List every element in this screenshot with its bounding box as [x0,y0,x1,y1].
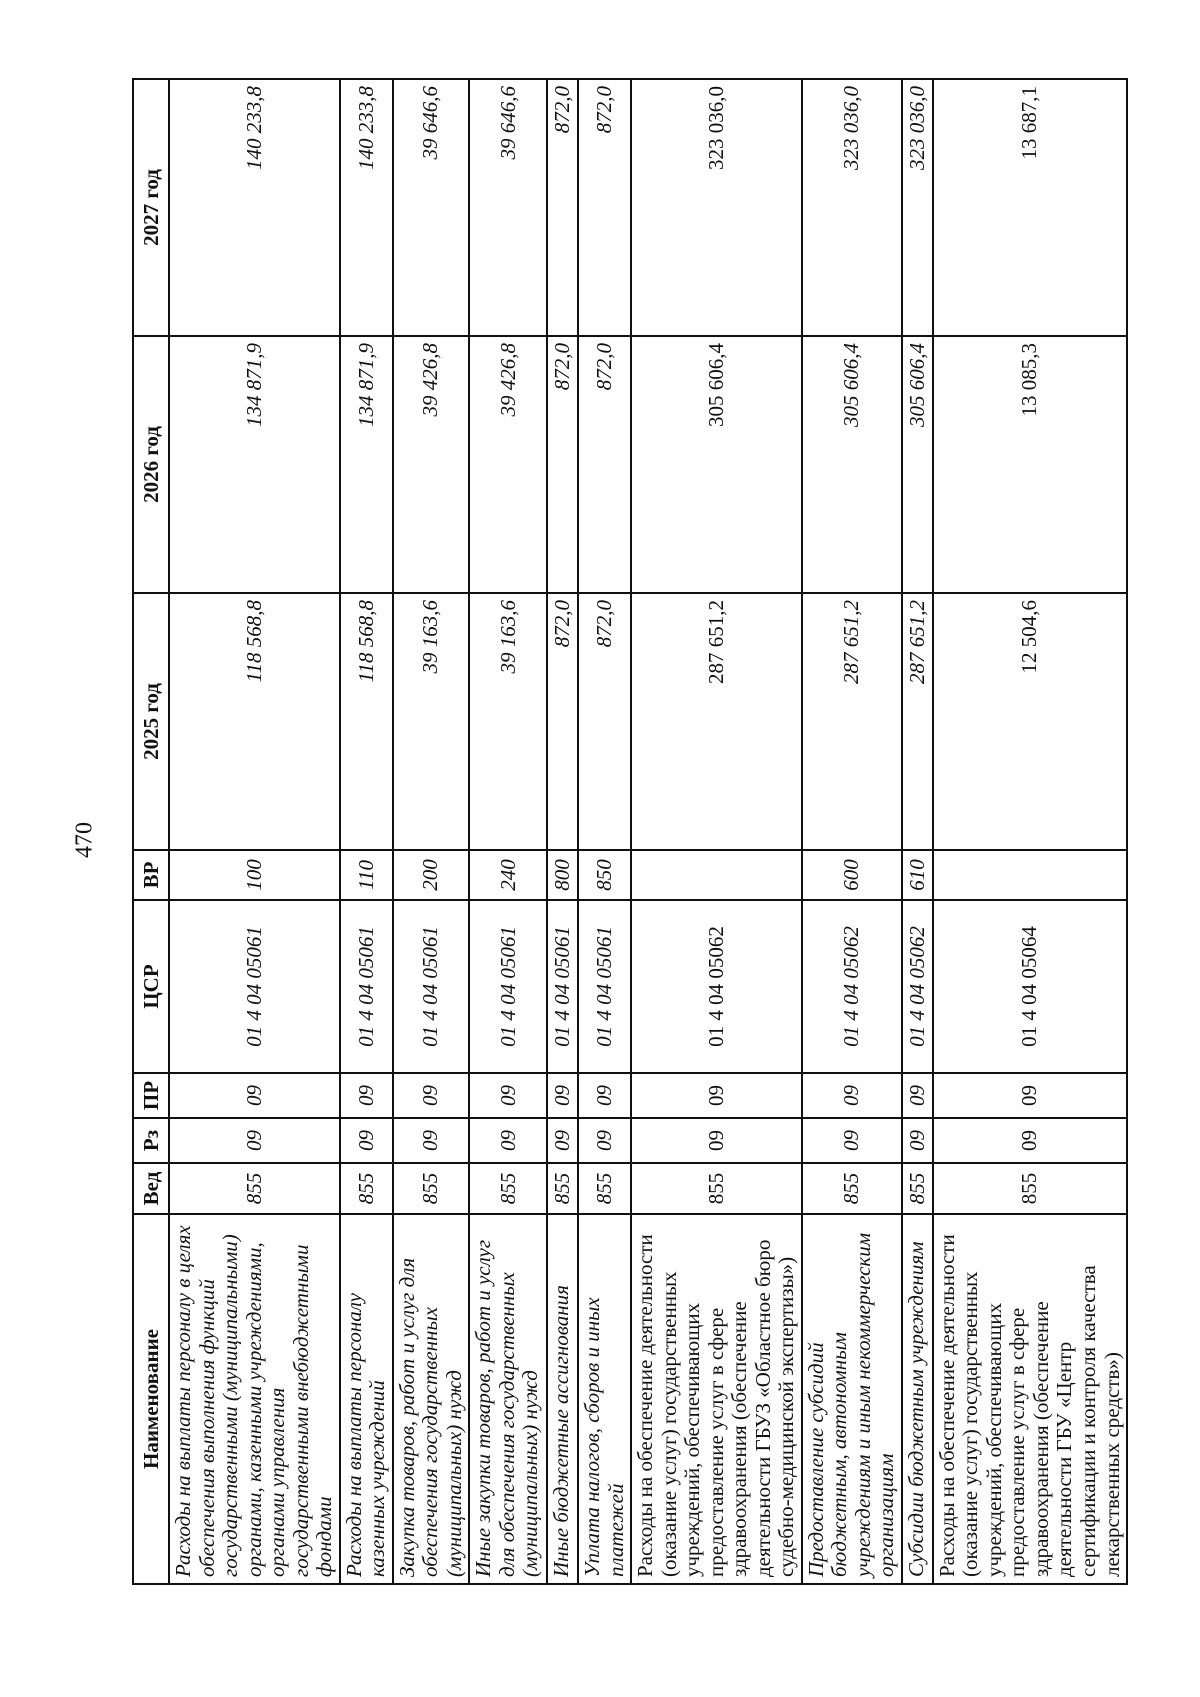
row-2025: 287 651,2 [631,593,802,850]
col-header-vr: ВР [133,850,169,900]
table-row [631,79,802,1584]
row-ved: 855 [802,1163,902,1214]
row-pr: 09 [902,1073,933,1118]
row-vr: 600 [802,850,902,900]
row-csr: 01 4 04 05061 [169,900,340,1073]
table-row [578,79,631,1584]
row-2026: 39 426,8 [393,336,470,593]
col-header-ved: Вед [133,1163,169,1214]
row-2026: 872,0 [547,336,578,593]
row-2025: 12 504,6 [933,593,1127,850]
row-2027: 323 036,0 [631,79,802,336]
row-2026: 134 871,9 [340,336,393,593]
row-2026: 305 606,4 [902,336,933,593]
row-rz: 09 [802,1118,902,1163]
col-header-2025: 2025 год [133,593,169,850]
row-ved: 855 [393,1163,470,1214]
row-2025: 39 163,6 [469,593,547,850]
col-header-2027: 2027 год [133,79,169,336]
row-2025: 39 163,6 [393,593,470,850]
budget-table [132,78,1128,1585]
row-rz: 09 [469,1118,547,1163]
table-row [802,79,902,1584]
row-ved: 855 [902,1163,933,1214]
table-row [169,79,340,1584]
col-header-csr: ЦСР [133,900,169,1073]
row-2027: 13 687,1 [933,79,1127,336]
row-2027: 872,0 [578,79,631,336]
row-pr: 09 [933,1073,1127,1118]
row-ved: 855 [169,1163,340,1214]
row-2025: 287 651,2 [902,593,933,850]
row-ved: 855 [933,1163,1127,1214]
col-header-pr: ПР [133,1073,169,1118]
row-2027: 140 233,8 [340,79,393,336]
row-2027: 323 036,0 [802,79,902,336]
table-row [547,79,578,1584]
row-vr: 240 [469,850,547,900]
row-name: Расходы на обеспечение деятельности (оказание услуг) государственных учреждений, обеспечивающих предоставление услуг в сфере здравоохранения (обеспечение деятельности ГБУ «Центр сертификации и контроля качества лекарственных средств») [933,1214,1127,1584]
row-rz: 09 [578,1118,631,1163]
row-csr: 01 4 04 05061 [578,900,631,1073]
row-ved: 855 [631,1163,802,1214]
table-row [933,79,1127,1584]
row-csr: 01 4 04 05061 [393,900,470,1073]
row-csr: 01 4 04 05062 [902,900,933,1073]
page-number: 470 [71,822,98,858]
row-ved: 855 [547,1163,578,1214]
row-pr: 09 [802,1073,902,1118]
row-csr: 01 4 04 05062 [802,900,902,1073]
table-row [393,79,470,1584]
row-name: Расходы на выплаты персоналу в целях обеспечения выполнения функций государственными (муниципальными) органами, казенными учреждениями, органами управления государственными внебюджетными фондами [169,1214,340,1584]
row-name: Иные бюджетные ассигнования [547,1214,578,1584]
col-header-rz: Рз [133,1118,169,1163]
row-2026: 13 085,3 [933,336,1127,593]
row-2027: 872,0 [547,79,578,336]
row-name: Уплата налогов, сборов и иных платежей [578,1214,631,1584]
row-2026: 134 871,9 [169,336,340,593]
row-pr: 09 [547,1073,578,1118]
row-pr: 09 [631,1073,802,1118]
row-2026: 39 426,8 [469,336,547,593]
row-vr: 200 [393,850,470,900]
row-2027: 323 036,0 [902,79,933,336]
row-name: Иные закупки товаров, работ и услуг для обеспечения государственных (муниципальных) нужд [469,1214,547,1584]
row-name: Субсидии бюджетным учреждениям [902,1214,933,1584]
table-row [469,79,547,1584]
row-rz: 09 [340,1118,393,1163]
row-name: Предоставление субсидий бюджетным, автономным учреждениям и иным некоммерческим организациям [802,1214,902,1584]
table-row [340,79,393,1584]
budget-table-container [132,80,1124,1585]
row-csr: 01 4 04 05064 [933,900,1127,1073]
row-vr: 100 [169,850,340,900]
table-row [902,79,933,1584]
header-row [133,79,169,1584]
row-csr: 01 4 04 05061 [547,900,578,1073]
row-2025: 118 568,8 [169,593,340,850]
row-csr: 01 4 04 05061 [469,900,547,1073]
row-ved: 855 [340,1163,393,1214]
row-rz: 09 [631,1118,802,1163]
row-rz: 09 [547,1118,578,1163]
row-rz: 09 [393,1118,470,1163]
row-ved: 855 [578,1163,631,1214]
row-vr [631,850,802,900]
row-2027: 39 646,6 [393,79,470,336]
row-pr: 09 [393,1073,470,1118]
row-vr [933,850,1127,900]
row-name: Расходы на обеспечение деятельности (оказание услуг) государственных учреждений, обеспечивающих предоставление услуг в сфере здравоохранения (обеспечение деятельности ГБУЗ «Областное бюро судебно-медицинской экспертизы») [631,1214,802,1584]
row-2025: 118 568,8 [340,593,393,850]
row-2027: 140 233,8 [169,79,340,336]
row-rz: 09 [902,1118,933,1163]
row-ved: 855 [469,1163,547,1214]
row-2026: 872,0 [578,336,631,593]
row-pr: 09 [578,1073,631,1118]
row-vr: 850 [578,850,631,900]
row-rz: 09 [169,1118,340,1163]
row-pr: 09 [340,1073,393,1118]
row-name: Расходы на выплаты персоналу казенных учреждений [340,1214,393,1584]
row-csr: 01 4 04 05062 [631,900,802,1073]
col-header-2026: 2026 год [133,336,169,593]
row-vr: 610 [902,850,933,900]
row-pr: 09 [469,1073,547,1118]
row-pr: 09 [169,1073,340,1118]
row-2025: 287 651,2 [802,593,902,850]
row-2026: 305 606,4 [802,336,902,593]
row-2026: 305 606,4 [631,336,802,593]
row-2025: 872,0 [547,593,578,850]
row-2025: 872,0 [578,593,631,850]
row-vr: 110 [340,850,393,900]
row-2027: 39 646,6 [469,79,547,336]
row-csr: 01 4 04 05061 [340,900,393,1073]
row-vr: 800 [547,850,578,900]
col-header-name: Наименование [133,1214,169,1584]
row-name: Закупка товаров, работ и услуг для обеспечения государственных (муниципальных) нужд [393,1214,470,1584]
row-rz: 09 [933,1118,1127,1163]
